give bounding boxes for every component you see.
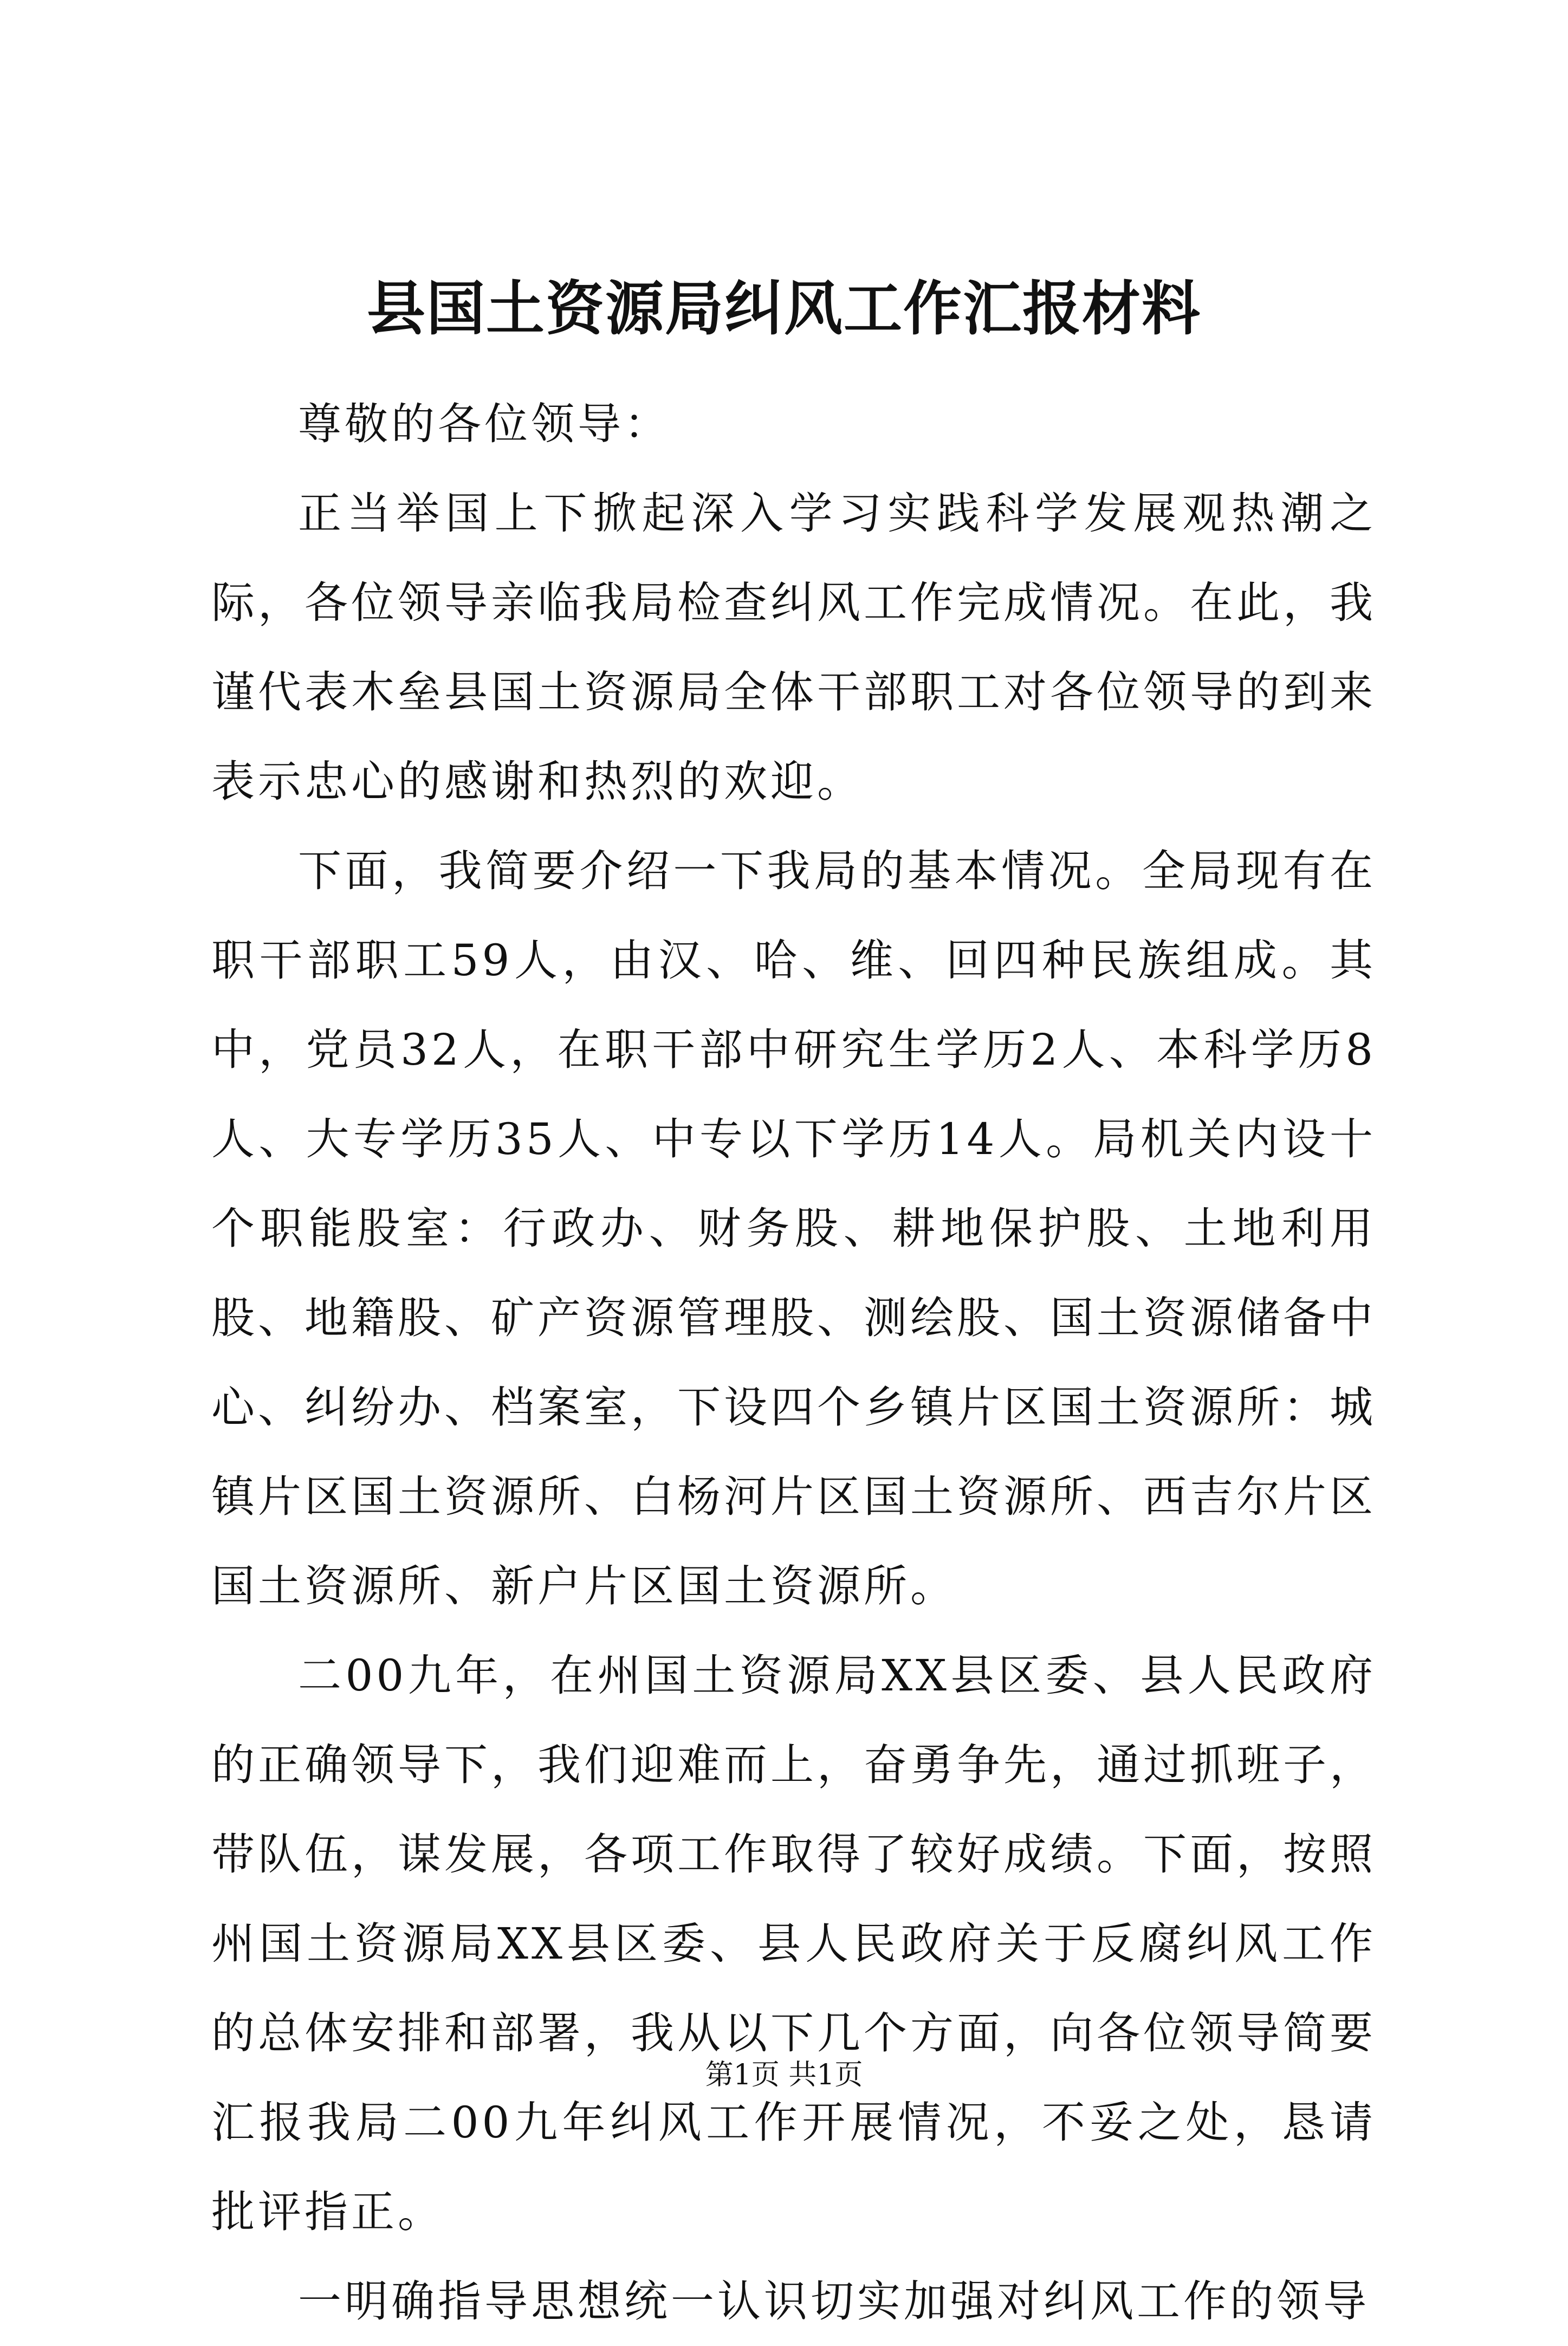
document-title: 县国土资源局纠风工作汇报材料: [366, 275, 1201, 343]
section-heading: 一明确指导思想统一认识切实加强对纠风工作的领导: [298, 2276, 1370, 2326]
page-footer: 第1页 共1页: [705, 2059, 863, 2091]
document-body: [211, 379, 1376, 2346]
salutation: 尊敬的各位领导：: [298, 399, 671, 449]
paragraph-opening: 正当举国上下掀起深入学习实践科学发展观热潮之际，各位领导亲临我局检查纠风工作完成情况。在此，我谨代表木垒县国土资源局全体干部职工对各位领导的到来表示忠心的感谢和热烈的欢迎。: [211, 488, 1376, 807]
paragraph-work-summary: 二00九年，在州国土资源局XX县区委、县人民政府的正确领导下，我们迎难而上，奋勇争先，通过抓班子，带队伍，谋发展，各项工作取得了较好成绩。下面，按照州国土资源局XX县区委、县人民政府关于反腐纠风工作的总体安排和部署，我从以下几个方面，向各位领导简要汇报我局二00九年纠风工作开展情况，不妥之处，恳请批评指正。: [211, 1650, 1376, 2237]
paragraph-basic-info: 下面，我简要介绍一下我局的基本情况。全局现有在职干部职工59人，由汉、哈、维、回四种民族组成。其中，党员32人，在职干部中研究生学历2人、本科学历8人、大专学历35人、中专以下学历14人。局机关内设十个职能股室：行政办、财务股、耕地保护股、土地利用股、地籍股、矿产资源管理股、测绘股、国土资源储备中心、纠纷办、档案室，下设四个乡镇片区国土资源所：城镇片区国土资源所、白杨河片区国土资源所、西吉尔片区国土资源所、新户片区国土资源所。: [211, 846, 1376, 1611]
